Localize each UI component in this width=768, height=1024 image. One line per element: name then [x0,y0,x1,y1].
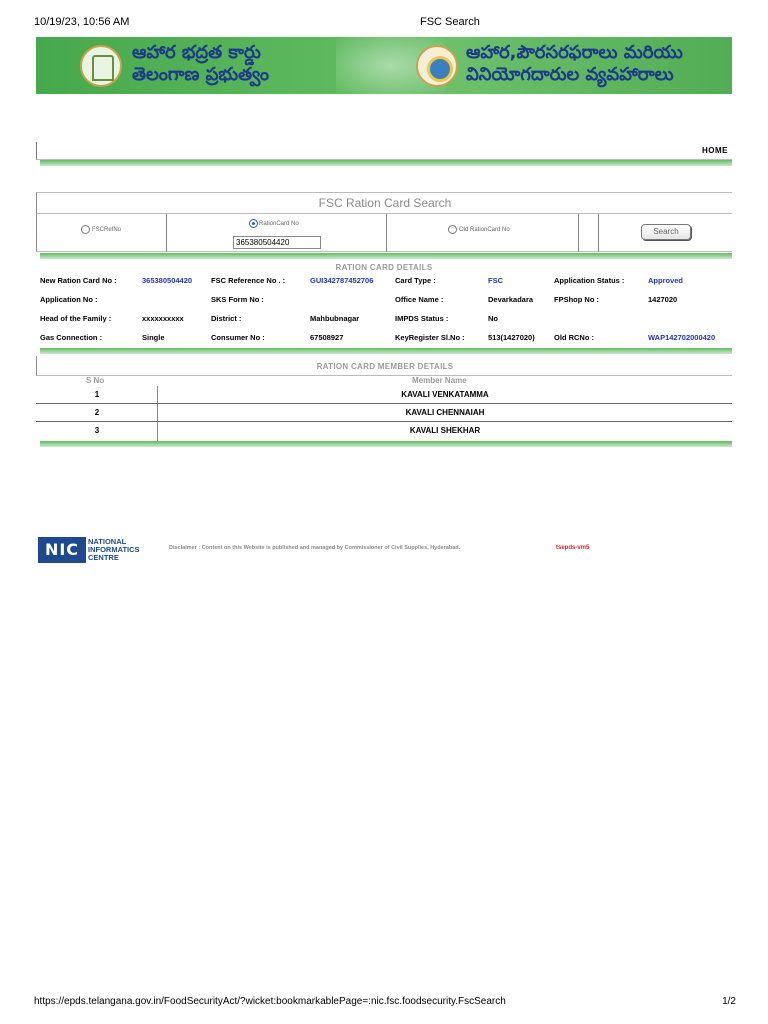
banner-right-title [466,42,683,86]
radio-fscrefno-label: FSCRefNo [92,227,122,233]
cell-member-name: KAVALI VENKATAMMA [401,390,489,399]
cell-member-name: KAVALI SHEKHAR [409,426,481,435]
member-details-header [36,356,732,376]
label-district: District : [211,314,242,323]
radio-oldrationcard-label: Old RationCard No [459,227,510,233]
table-row [36,386,732,404]
ration-card-details [40,276,732,348]
divider-green [40,441,732,447]
nic-logo-icon: NIC [38,537,86,563]
label-fpshop-no: FPShop No : [554,295,599,304]
radio-rationcard-label: RationCard No [259,221,299,227]
banner-right-line2: వినియోగదారుల వ్యవహారాలు [466,64,674,85]
table-row [36,404,732,422]
disclaimer-text: Disclaimer : Content on this Website is published and managed by Commissioner of Civil Supplies, Hyderabad. [169,545,461,551]
ration-card-details-heading: RATION CARD DETAILS [335,263,433,272]
value-consumer-no: 67508927 [310,333,344,342]
label-application-status: Application Status : [554,276,625,285]
cell-sno: 1 [94,390,100,399]
banner-left-title [132,42,269,86]
cell-divider [598,214,599,252]
nic-line3: CENTRE [88,553,119,562]
label-gas-connection: Gas Connection : [40,333,103,342]
label-application-no: Application No : [40,295,98,304]
value-card-type: FSC [488,276,503,285]
print-title: FSC Search [420,16,480,28]
radio-fscrefno[interactable] [81,225,90,234]
print-datetime: 10/19/23, 10:56 AM [34,16,130,28]
search-button[interactable]: Search [641,224,691,240]
print-page-number: 1/2 [722,996,736,1007]
cell-sno: 3 [94,426,100,435]
site-footer [38,537,698,563]
nic-wordmark [88,538,160,562]
cell-divider [166,214,167,252]
member-details-heading: RATION CARD MEMBER DETAILS [316,362,454,371]
value-application-status: Approved [648,276,684,285]
value-fpshop-no: 1427020 [648,295,678,304]
value-keyregister: 513(1427020) [488,333,535,342]
member-table-header [36,376,732,386]
banner-left-line2: తెలంగాణ ప్రభుత్వం [132,64,270,85]
header-banner [36,37,732,94]
value-old-rcno: WAP142702000420 [648,333,716,342]
nic-line2: INFORMATICS [88,545,140,554]
value-fsc-reference-no: GUI342787452706 [310,276,374,285]
print-header [34,16,736,30]
print-url: https://epds.telangana.gov.in/FoodSecurityAct/?wicket:bookmarkablePage=:nic.fsc.foodsecurity.FscSearch [34,996,506,1007]
col-header-member-name: Member Name [412,376,467,385]
nav-bar [36,142,732,160]
label-fsc-reference-no: FSC Reference No . : [211,276,286,285]
label-impds-status: IMPDS Status : [395,314,449,323]
banner-right-line1: ఆహార,పౌరసరఫరాలు మరియు [466,42,683,63]
search-panel [36,214,732,252]
server-tag: tsepds-vm5 [556,545,590,551]
value-head-of-family: xxxxxxxxxx [142,314,184,323]
radio-rationcard[interactable] [249,219,258,228]
divider-green [40,160,732,166]
table-row [36,422,732,440]
cell-divider [578,214,579,252]
search-title: FSC Ration Card Search [318,196,452,210]
telangana-emblem-icon [80,45,122,87]
label-old-rcno: Old RCNo : [554,333,594,342]
value-district: Mahbubnagar [310,314,360,323]
label-office-name: Office Name : [395,295,444,304]
label-head-of-family: Head of the Family : [40,314,112,323]
divider-green [40,253,732,259]
search-panel-header [36,192,732,214]
cell-divider [386,214,387,252]
label-card-type: Card Type : [395,276,436,285]
cell-member-name: KAVALI CHENNAIAH [405,408,485,417]
civil-supplies-emblem-icon [416,45,458,87]
label-sks-form-no: SKS Form No : [211,295,264,304]
label-keyregister: KeyRegister Sl.No : [395,333,465,342]
value-gas-connection: Single [142,333,165,342]
rationcard-input[interactable] [233,236,321,249]
print-footer [34,996,736,1010]
value-impds-status: No [488,314,498,323]
banner-left-line1: ఆహార భద్రత కార్డు [132,42,261,63]
label-consumer-no: Consumer No : [211,333,265,342]
col-header-sno: S No [86,376,105,385]
nic-line1: NATIONAL [88,537,127,546]
home-link[interactable]: HOME [702,146,728,155]
label-new-ration-card-no: New Ration Card No : [40,276,117,285]
value-new-ration-card-no: 365380504420 [142,276,193,285]
value-office-name: Devarkadara [488,295,534,304]
divider-green [40,348,732,354]
cell-sno: 2 [94,408,100,417]
radio-oldrationcard[interactable] [448,225,457,234]
